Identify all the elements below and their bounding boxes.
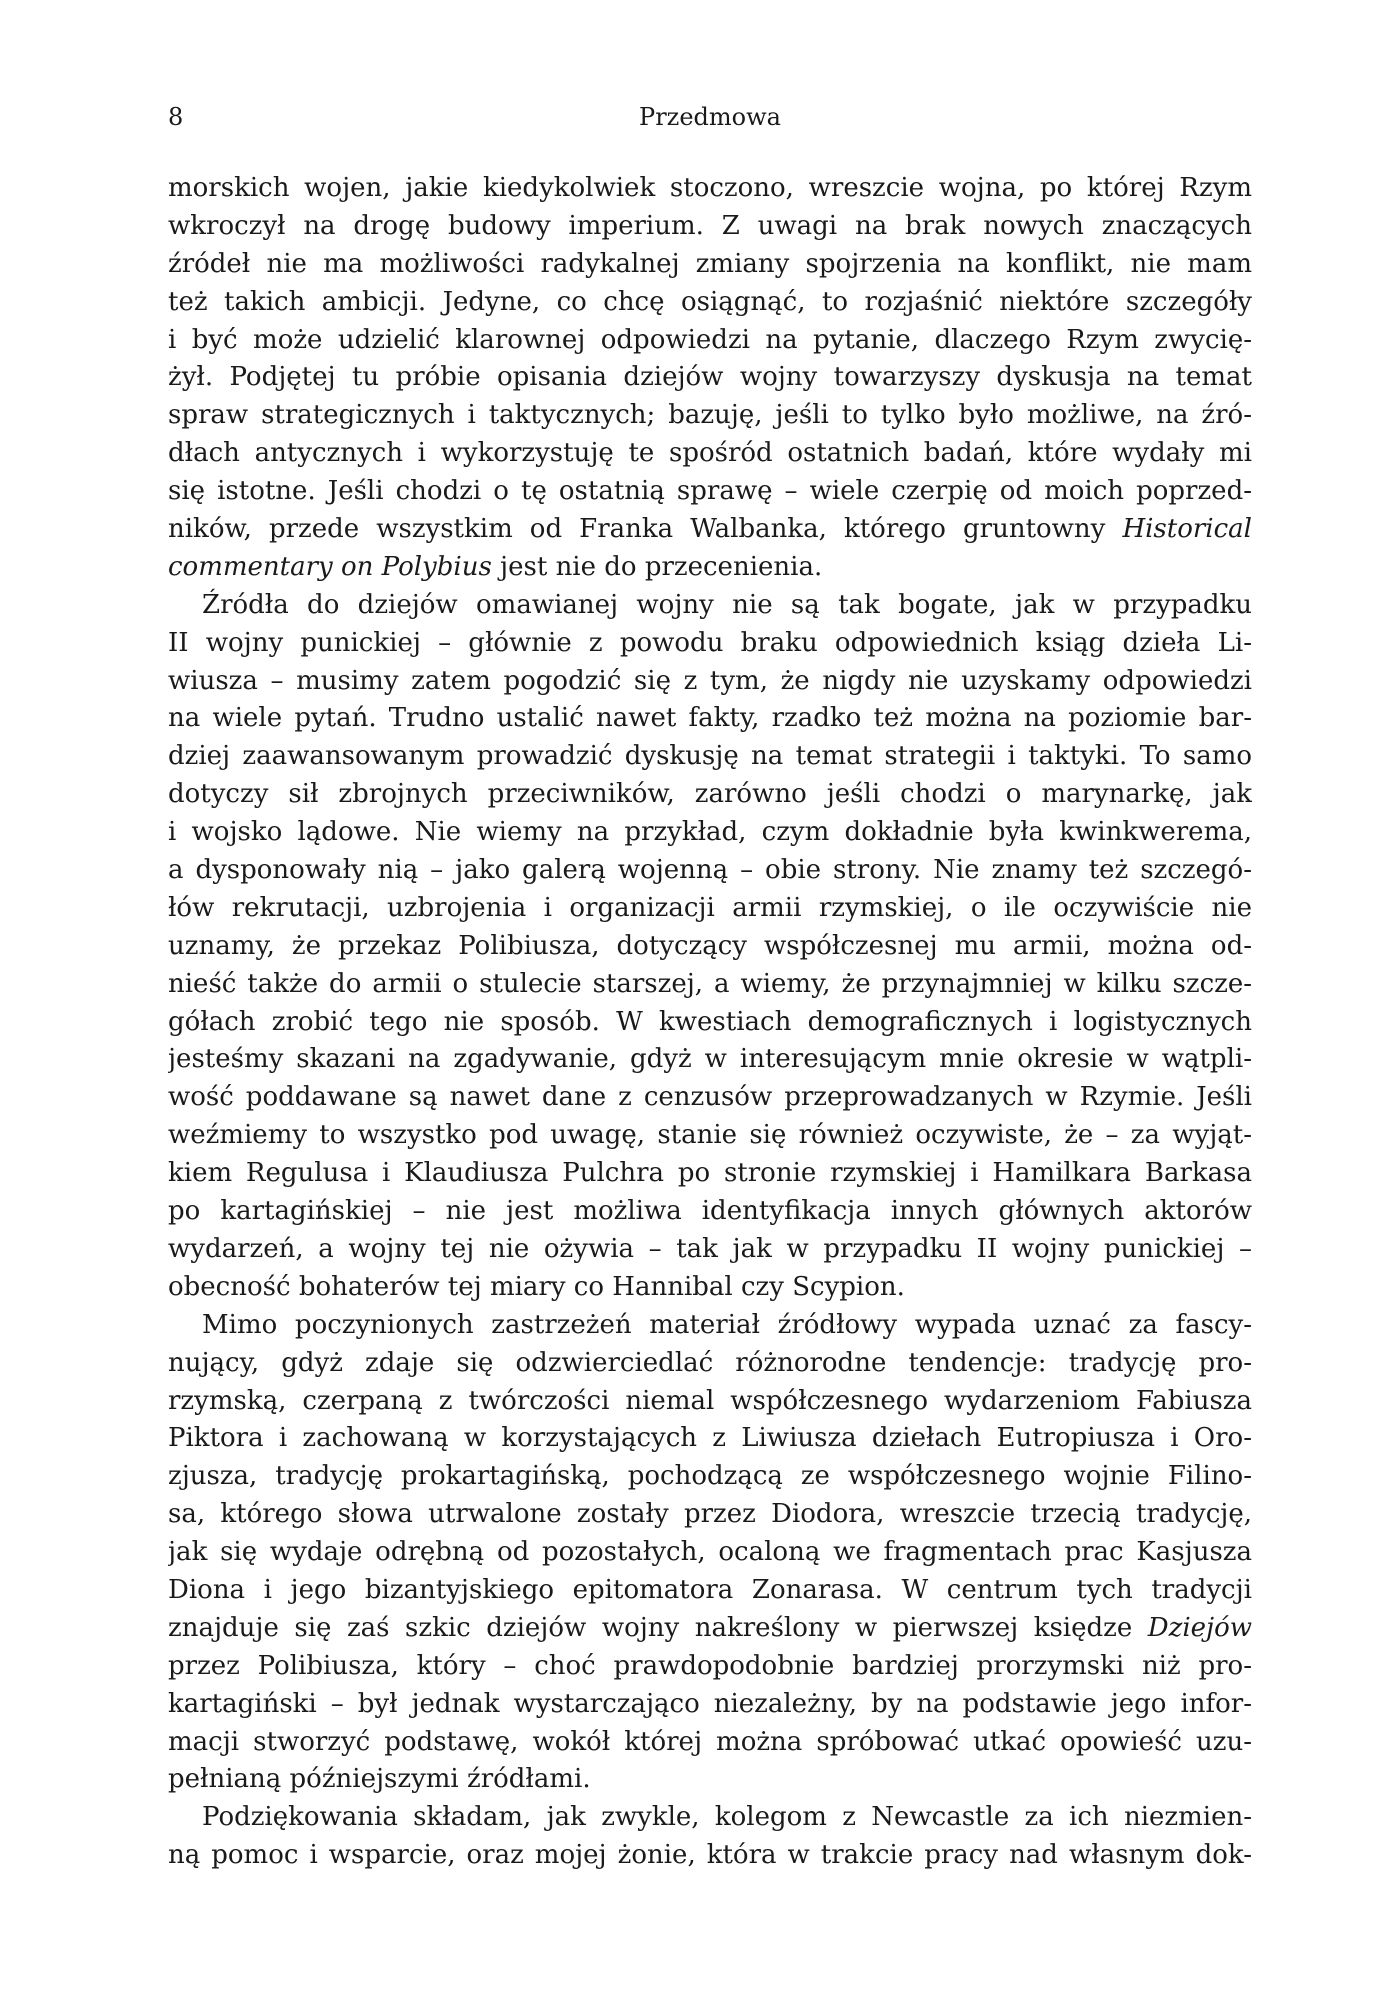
- paragraph: [168, 1307, 1252, 1800]
- text-line: po kartagińskiej – nie jest możliwa identyfikacja innych głównych aktorów: [168, 1196, 1252, 1227]
- text-line: macji stworzyć podstawę, wokół której można spróbować utkać opowieść uzu-: [168, 1726, 1252, 1757]
- text-line: rzymską, czerpaną z twórczości niemal współczesnego wydarzeniom Fabiusza: [168, 1385, 1252, 1416]
- text-line: Mimo poczynionych zastrzeżeń materiał źródłowy wypada uznać za fascy-: [202, 1309, 1252, 1340]
- paragraph: [168, 587, 1252, 1307]
- text-line: nieść także do armii o stulecie starszej, a wiemy, że przynajmniej w kilku szcze-: [168, 968, 1252, 999]
- text-line: kiem Regulusa i Klaudiusza Pulchra po stronie rzymskiej i Hamilkara Barkasa: [168, 1158, 1252, 1189]
- text-line: gółach zrobić tego nie sposób. W kwestiach demograficznych i logistycznych: [168, 1006, 1252, 1037]
- text-line: zjusza, tradycję prokartagińską, pochodzącą ze współczesnego wojnie Filino-: [168, 1461, 1252, 1492]
- text-line: spraw strategicznych i taktycznych; bazuję, jeśli to tylko było możliwe, na źró-: [168, 400, 1252, 431]
- text-line: nujący, gdyż zdaje się odzwierciedlać różnorodne tendencje: tradycję pro-: [168, 1347, 1252, 1378]
- text-line: dłach antycznych i wykorzystuję te spośród ostatnich badań, które wydały mi: [168, 438, 1252, 469]
- text-line: morskich wojen, jakie kiedykolwiek stoczono, wreszcie wojna, po której Rzym: [168, 173, 1252, 203]
- text-line: obecność bohaterów tej miary co Hannibal czy Scypion.: [168, 1271, 905, 1302]
- text-line: dotyczy sił zbrojnych przeciwników, zarówno jeśli chodzi o marynarkę, jak: [168, 779, 1252, 810]
- text-line: żył. Podjętej tu próbie opisania dziejów wojny towarzyszy dyskusja na temat: [168, 362, 1252, 393]
- text-line: też takich ambicji. Jedyne, co chcę osiągnąć, to rozjaśnić niektóre szczegóły: [168, 286, 1252, 317]
- text-line: Podziękowania składam, jak zwykle, kolegom z Newcastle za ich niezmien-: [202, 1802, 1252, 1833]
- page-number: 8: [168, 103, 184, 131]
- text-line: kartagiński – był jednak wystarczająco niezależny, by na podstawie jego infor-: [168, 1688, 1252, 1719]
- text-line: commentary on Polybius jest nie do przecenienia.: [168, 551, 823, 582]
- text-line: wiusza – musimy zatem pogodzić się z tym, że nigdy nie uzyskamy odpowiedzi: [168, 665, 1252, 696]
- text-line: i być może udzielić klarownej odpowiedzi na pytanie, dlaczego Rzym zwycię-: [168, 324, 1252, 355]
- text-line: II wojny punickiej – głównie z powodu braku odpowiednich ksiąg dzieła Li-: [168, 627, 1252, 658]
- text-line: Diona i jego bizantyjskiego epitomatora Zonarasa. W centrum tych tradycji: [168, 1574, 1252, 1605]
- text-line: źródeł nie ma możliwości radykalnej zmiany spojrzenia na konflikt, nie mam: [168, 248, 1252, 279]
- text-line: wość poddawane są nawet dane z cenzusów przeprowadzanych w Rzymie. Jeśli: [168, 1082, 1252, 1113]
- text-line: znajduje się zaś szkic dziejów wojny nakreślony w pierwszej księdze Dziejów: [168, 1612, 1252, 1643]
- text-line: ną pomoc i wsparcie, oraz mojej żonie, która w trakcie pracy nad własnym dok-: [168, 1840, 1252, 1871]
- text-line: sa, którego słowa utrwalone zostały przez Diodora, wreszcie trzecią tradycję,: [168, 1499, 1252, 1530]
- text-line: jak się wydaje odrębną od pozostałych, ocaloną we fragmentach prac Kasjusza: [168, 1537, 1252, 1568]
- text-line: Piktora i zachowaną w korzystających z Liwiusza dziełach Eutropiusza i Oro-: [168, 1423, 1252, 1454]
- text-line: i wojsko lądowe. Nie wiemy na przykład, czym dokładnie była kwinkwerema,: [168, 817, 1252, 848]
- italic-title: commentary on Polybius: [168, 551, 492, 582]
- text-line: łów rekrutacji, uzbrojenia i organizacji armii rzymskiej, o ile oczywiście nie: [168, 892, 1252, 923]
- text-line: się istotne. Jeśli chodzi o tę ostatnią sprawę – wiele czerpię od moich poprzed-: [168, 476, 1252, 507]
- text-line: uznamy, że przekaz Polibiusza, dotyczący współczesnej mu armii, można od-: [168, 930, 1252, 961]
- text-line: dziej zaawansowanym prowadzić dyskusję na temat strategii i taktyki. To samo: [168, 741, 1252, 772]
- italic-title: Historical: [1122, 514, 1252, 545]
- paragraph: [168, 1799, 1252, 1875]
- text-line: Źródła do dziejów omawianej wojny nie są tak bogate, jak w przypadku: [202, 589, 1252, 620]
- italic-title: Dziejów: [1147, 1612, 1252, 1643]
- text-line: przez Polibiusza, który – choć prawdopodobnie bardziej prorzymski niż pro-: [168, 1650, 1252, 1681]
- text-line: ników, przede wszystkim od Franka Walbanka, którego gruntowny Historical: [168, 514, 1252, 545]
- text-line: wydarzeń, a wojny tej nie ożywia – tak jak w przypadku II wojny punickiej –: [168, 1233, 1252, 1264]
- running-header: Przedmowa: [639, 103, 781, 131]
- text-line: pełnianą późniejszymi źródłami.: [168, 1764, 591, 1795]
- body-text: [168, 170, 1252, 1875]
- paragraph: [168, 170, 1252, 587]
- text-line: weźmiemy to wszystko pod uwagę, stanie się również oczywiste, że – za wyjąt-: [168, 1120, 1252, 1151]
- text-line: na wiele pytań. Trudno ustalić nawet fakty, rzadko też można na poziomie bar-: [168, 703, 1252, 734]
- text-line: jesteśmy skazani na zgadywanie, gdyż w interesującym mnie okresie w wątpli-: [168, 1044, 1252, 1075]
- text-line: a dysponowały nią – jako galerą wojenną – obie strony. Nie znamy też szczegó-: [168, 855, 1252, 886]
- text-line: wkroczył na drogę budowy imperium. Z uwagi na brak nowych znaczących: [168, 210, 1252, 241]
